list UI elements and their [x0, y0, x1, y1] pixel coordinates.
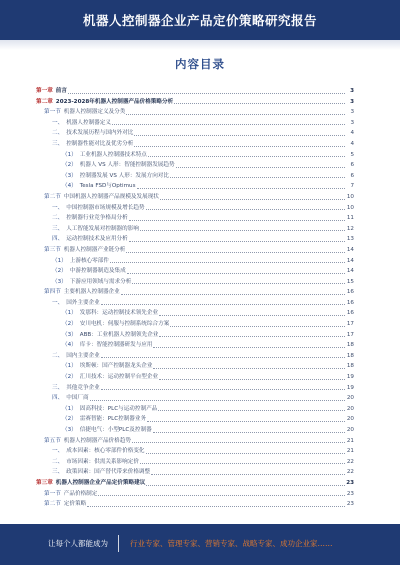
toc-entry-title	[44, 107, 125, 118]
table-of-contents	[36, 86, 354, 510]
toc-entry-page: 17	[346, 331, 354, 338]
toc-entry-page: 22	[346, 469, 354, 476]
toc-entry-label: 发那科：运动控制技术领先企业	[79, 310, 159, 317]
toc-entry-page: 5	[350, 151, 354, 158]
toc-entry-label: 信捷电气：小型PLC及控制器	[79, 427, 152, 433]
toc-entry-title	[52, 266, 126, 277]
toc-leader-dots	[140, 230, 345, 231]
toc-entry-number: （3）	[62, 427, 77, 433]
toc-entry-page: 13	[346, 236, 354, 243]
toc-entry-label: 机器人控制器定义及分类	[63, 109, 126, 116]
toc-entry-label: 主要机器人控制器企业	[63, 289, 120, 296]
toc-leader-dots	[158, 410, 345, 411]
toc-entry-page: 3	[350, 119, 354, 126]
toc-entry-number: 一、	[52, 448, 64, 455]
toc-entry-title	[52, 234, 128, 245]
toc-entry-label: 汇川技术：运动控制平台型企业	[79, 374, 159, 381]
toc-entry-label: 成本因素：核心零部件价格变化	[66, 448, 145, 455]
toc-leader-dots	[153, 432, 345, 433]
report-title: 机器人控制器企业产品定价策略研究报告	[82, 13, 317, 28]
toc-entry-title	[62, 340, 152, 351]
toc-entry-title	[62, 319, 169, 330]
toc-entry-label: 控制器行业竞争格局分析	[66, 215, 128, 222]
toc-entry-title	[52, 446, 145, 457]
toc-leader-dots	[176, 167, 345, 168]
toc-entry-number: 二、	[52, 130, 64, 137]
toc-entry-label: 埃斯顿：国产控制器龙头企业	[79, 363, 153, 370]
toc-entry[interactable]	[36, 86, 354, 97]
toc-entry-page: 6	[350, 172, 354, 179]
toc-entry-page: 21	[346, 448, 354, 455]
toc-entry[interactable]	[36, 139, 354, 150]
toc-entry-label: 中国控制器市场规模及增长趋势	[66, 204, 145, 211]
toc-entry-page: 19	[346, 384, 354, 391]
toc-entry-label: 控制器性能对比及优劣分析	[66, 140, 134, 147]
toc-entry-label: 雷赛智能：PLC控制器业务	[79, 416, 147, 423]
toc-entry-number: 一、	[52, 299, 64, 306]
toc-entry-page: 7	[350, 183, 354, 190]
toc-entry-number: 四、	[52, 236, 64, 243]
toc-entry-page: 20	[346, 427, 354, 433]
toc-entry[interactable]	[36, 160, 354, 171]
toc-entry-label: 中游控制器制造及集成	[69, 268, 126, 275]
toc-entry-page: 4	[350, 140, 354, 147]
toc-entry-page: 15	[346, 278, 354, 285]
toc-entry-number: 三、	[52, 225, 64, 232]
toc-entry-label: 人工智能发展对控制器的影响	[66, 225, 139, 232]
toc-entry-page: 4	[350, 130, 354, 137]
toc-entry-page: 22	[346, 458, 354, 465]
toc-entry-label: 定价策略	[63, 501, 87, 508]
toc-entry-title	[52, 277, 131, 288]
toc-entry[interactable]	[36, 171, 354, 182]
toc-entry-title	[62, 330, 158, 341]
toc-entry-number: （1）	[62, 363, 77, 370]
toc-entry[interactable]	[36, 319, 354, 330]
toc-entry-page: 18	[346, 352, 354, 359]
toc-entry[interactable]	[36, 266, 354, 277]
toc-leader-dots	[87, 506, 345, 507]
toc-entry[interactable]	[36, 298, 354, 309]
toc-entry-label: 市场因素：供需关系影响定价	[66, 458, 139, 465]
toc-entry[interactable]	[36, 351, 354, 362]
toc-entry-page: 23	[346, 501, 354, 508]
toc-leader-dots	[159, 315, 345, 316]
toc-entry-number: （2）	[62, 162, 77, 169]
toc-entry-label: 机器人控制器定义	[66, 119, 111, 126]
toc-entry-title	[52, 393, 89, 404]
toc-entry-page: 12	[346, 225, 354, 232]
toc-leader-dots	[121, 294, 345, 295]
toc-entry-title	[52, 224, 139, 235]
toc-entry[interactable]	[36, 118, 354, 129]
toc-entry-label: 其他竞争企业	[66, 384, 100, 391]
toc-entry-page: 23	[346, 490, 354, 497]
toc-entry-title	[44, 287, 120, 298]
toc-entry-number: 三、	[52, 469, 64, 476]
toc-entry-number: 第四节	[44, 289, 61, 296]
toc-leader-dots	[159, 379, 345, 380]
header-shadow	[0, 40, 400, 50]
toc-entry-label: 运动控制技术及应用分析	[66, 236, 128, 243]
toc-leader-dots	[134, 135, 345, 136]
toc-entry[interactable]	[36, 97, 354, 108]
toc-entry-page: 20	[346, 395, 354, 402]
toc-entry-title	[62, 160, 175, 171]
toc-entry-label: 安川电机：伺服与控制系统综合方案	[79, 321, 170, 328]
toc-entry-title	[62, 404, 157, 415]
toc-entry-title	[52, 128, 133, 139]
toc-entry-title	[62, 171, 169, 182]
toc-entry-page: 18	[346, 342, 354, 349]
toc-entry-number: （2）	[62, 321, 77, 328]
toc-entry-label: 政策因素：国产替代带来价格调整	[66, 469, 151, 476]
toc-entry-label: 中国厂商	[66, 395, 89, 402]
toc-leader-dots	[110, 262, 345, 263]
toc-entry[interactable]	[36, 128, 354, 139]
toc-entry[interactable]	[36, 478, 354, 489]
page-footer	[0, 524, 400, 565]
toc-entry-number: （1）	[62, 405, 77, 412]
toc-leader-dots	[126, 114, 345, 115]
toc-entry[interactable]	[36, 425, 354, 436]
toc-entry-number: 二、	[52, 352, 64, 359]
toc-leader-dots	[134, 146, 345, 147]
toc-entry[interactable]	[36, 234, 354, 245]
toc-entry[interactable]	[36, 457, 354, 468]
page-header	[0, 0, 400, 40]
toc-entry-label: 下游应用领域与需求分析	[69, 278, 132, 285]
toc-leader-dots	[101, 304, 345, 305]
toc-entry-title	[36, 86, 67, 97]
toc-entry-title	[62, 361, 152, 372]
toc-entry-title	[62, 372, 158, 383]
toc-entry-number: （1）	[62, 310, 77, 317]
toc-entry[interactable]	[36, 224, 354, 235]
toc-leader-dots	[153, 368, 345, 369]
toc-leader-dots	[140, 463, 345, 464]
toc-entry-label: 中国机器人控制器产品规模及发展现状	[63, 193, 159, 200]
toc-entry-title	[44, 436, 131, 447]
toc-entry-page: 16	[346, 299, 354, 306]
toc-entry-page: 20	[346, 416, 354, 423]
toc-entry-label: 工业机器人控制器技术特点	[79, 151, 147, 158]
toc-entry-number: 第二节	[44, 501, 61, 508]
toc-entry-number: （2）	[52, 268, 67, 275]
toc-entry-page: 16	[346, 289, 354, 296]
toc-entry[interactable]	[36, 287, 354, 298]
toc-entry-label: ABB：工业机器人控制领先企业	[79, 331, 159, 338]
toc-leader-dots	[112, 124, 345, 125]
toc-entry-title	[52, 213, 128, 224]
toc-entry[interactable]	[36, 256, 354, 267]
toc-entry[interactable]	[36, 489, 354, 500]
toc-leader-dots	[129, 241, 345, 242]
toc-leader-dots	[170, 326, 345, 327]
toc-entry[interactable]	[36, 107, 354, 118]
toc-entry[interactable]	[36, 330, 354, 341]
toc-entry-label: 机器人控制器企业产品定价策略建议	[55, 479, 146, 486]
toc-leader-dots	[68, 93, 345, 94]
toc-entry-title	[52, 203, 145, 214]
toc-entry-title	[44, 245, 125, 256]
toc-leader-dots	[174, 103, 345, 104]
toc-entry-number: 二、	[52, 215, 64, 222]
toc-entry-label: 2023-2028年机器人控制器产品价格策略分析	[55, 98, 174, 105]
toc-entry-title	[36, 97, 173, 108]
toc-entry-label: Tesla FSD与Optimus	[79, 183, 136, 190]
toc-leader-dots	[153, 347, 345, 348]
toc-entry-label: 机器人控制器产业链分析	[63, 246, 126, 253]
toc-entry[interactable]	[36, 213, 354, 224]
toc-entry-page: 14	[346, 268, 354, 275]
toc-entry-number: （1）	[62, 151, 77, 158]
toc-entry[interactable]	[36, 383, 354, 394]
footer-tagline: 行业专家、管理专家、营销专家、战略专家、成功企业家……	[130, 539, 333, 548]
toc-entry-title	[62, 181, 136, 192]
toc-entry-label: 机器人 VS 人形：智能控制器发展趋势	[79, 162, 175, 169]
toc-leader-dots	[126, 252, 345, 253]
toc-entry-number: （3）	[62, 331, 77, 338]
toc-entry-title	[52, 351, 100, 362]
toc-entry[interactable]	[36, 150, 354, 161]
toc-leader-dots	[146, 209, 345, 210]
toc-entry-label: 上游核心零部件	[69, 257, 109, 264]
toc-entry-label: 国外主要企业	[66, 299, 100, 306]
toc-entry[interactable]	[36, 372, 354, 383]
toc-entry-number: 第三节	[44, 246, 61, 253]
toc-entry[interactable]	[36, 277, 354, 288]
toc-entry-label: 技术发展历程与国内外对比	[66, 130, 134, 137]
toc-entry-label: 国内主要企业	[66, 352, 100, 359]
toc-entry-page: 19	[346, 374, 354, 381]
toc-leader-dots	[146, 485, 345, 486]
toc-entry-label: 前言	[55, 88, 67, 94]
toc-entry-number: （2）	[62, 374, 77, 381]
toc-leader-dots	[146, 453, 345, 454]
toc-entry-number: 一、	[52, 204, 64, 211]
toc-entry-title	[62, 414, 146, 425]
toc-entry-label: 固高科技：PLC与运动控制产品	[79, 405, 158, 412]
toc-leader-dots	[132, 283, 345, 284]
toc-entry-label: 库卡：智能控制器研发与应用	[79, 342, 153, 349]
toc-entry-page: 23	[346, 479, 354, 486]
toc-entry-page: 11	[346, 215, 354, 222]
toc-entry-number: 第一节	[44, 109, 61, 116]
toc-entry-title	[44, 499, 86, 510]
toc-entry[interactable]	[36, 467, 354, 478]
toc-entry-page: 3	[350, 98, 354, 105]
toc-entry-number: （4）	[62, 183, 77, 190]
toc-leader-dots	[129, 220, 345, 221]
toc-entry-title	[62, 308, 158, 319]
toc-entry-page: 3	[350, 88, 354, 94]
toc-entry[interactable]	[36, 192, 354, 203]
toc-entry-number: 第一节	[44, 490, 61, 497]
toc-leader-dots	[101, 389, 345, 390]
toc-entry-title	[52, 467, 150, 478]
toc-leader-dots	[101, 357, 345, 358]
toc-heading: 内容目录	[175, 57, 225, 71]
toc-entry-number: 三、	[52, 384, 64, 391]
toc-leader-dots	[127, 273, 345, 274]
toc-entry[interactable]	[36, 308, 354, 319]
toc-entry-number: 一、	[52, 119, 64, 126]
toc-entry[interactable]	[36, 181, 354, 192]
toc-leader-dots	[151, 474, 345, 475]
toc-entry-page: 21	[346, 437, 354, 444]
toc-entry-title	[44, 489, 97, 500]
toc-leader-dots	[132, 442, 345, 443]
toc-entry[interactable]	[36, 404, 354, 415]
toc-leader-dots	[90, 400, 345, 401]
toc-entry-title	[62, 425, 152, 436]
toc-leader-dots	[147, 421, 345, 422]
toc-entry-label: 产品价格制定	[63, 490, 98, 497]
toc-entry[interactable]	[36, 340, 354, 351]
toc-leader-dots	[148, 156, 345, 157]
toc-entry-number: 二、	[52, 458, 64, 465]
toc-entry[interactable]	[36, 361, 354, 372]
toc-entry-title	[52, 383, 100, 394]
toc-entry[interactable]	[36, 245, 354, 256]
toc-entry-title	[62, 150, 147, 161]
toc-entry-number: 第一章	[36, 88, 53, 94]
toc-entry-number: （3）	[62, 172, 77, 179]
toc-entry[interactable]	[36, 393, 354, 404]
toc-entry-page: 10	[346, 193, 354, 200]
toc-entry-page: 17	[346, 321, 354, 328]
toc-entry-page: 18	[346, 363, 354, 370]
toc-entry-page: 3	[350, 109, 354, 116]
toc-entry-page: 20	[346, 405, 354, 412]
toc-entry-number: 第三章	[36, 479, 53, 486]
toc-entry[interactable]	[36, 499, 354, 510]
toc-leader-dots	[160, 199, 345, 200]
toc-entry-title	[52, 298, 100, 309]
toc-entry-number: 第五节	[44, 437, 61, 444]
footer-divider	[118, 535, 119, 552]
toc-leader-dots	[137, 188, 345, 189]
toc-entry-number: （4）	[62, 342, 77, 349]
toc-entry-number: 第二章	[36, 98, 53, 105]
toc-entry[interactable]	[36, 203, 354, 214]
toc-entry-title	[52, 139, 133, 150]
toc-entry-page: 14	[346, 257, 354, 264]
toc-entry[interactable]	[36, 446, 354, 457]
toc-entry-page: 10	[346, 204, 354, 211]
footer-slogan: 让每个人都能成为	[48, 539, 108, 548]
toc-entry[interactable]	[36, 414, 354, 425]
toc-entry-number: 四、	[52, 395, 64, 402]
toc-entry-page: 14	[346, 246, 354, 253]
toc-entry-page: 6	[350, 162, 354, 169]
toc-entry-label: 机器人控制器产品价格趋势	[63, 437, 131, 444]
toc-entry-title	[52, 256, 109, 267]
toc-entry-page: 16	[346, 310, 354, 317]
toc-entry-label: 控制器发展 VS 人形：发展方向对比	[79, 172, 169, 179]
toc-leader-dots	[98, 495, 345, 496]
toc-entry-title	[36, 478, 145, 489]
toc-entry-number: （2）	[62, 416, 77, 423]
toc-entry-number: （1）	[52, 257, 67, 264]
toc-leader-dots	[159, 336, 345, 337]
toc-leader-dots	[170, 177, 345, 178]
toc-entry-number: 第二节	[44, 193, 61, 200]
toc-entry-number: 三、	[52, 140, 64, 147]
toc-entry[interactable]	[36, 436, 354, 447]
toc-entry-title	[52, 118, 111, 129]
toc-entry-number: （3）	[52, 278, 67, 285]
toc-entry-title	[52, 457, 139, 468]
toc-entry-title	[44, 192, 159, 203]
